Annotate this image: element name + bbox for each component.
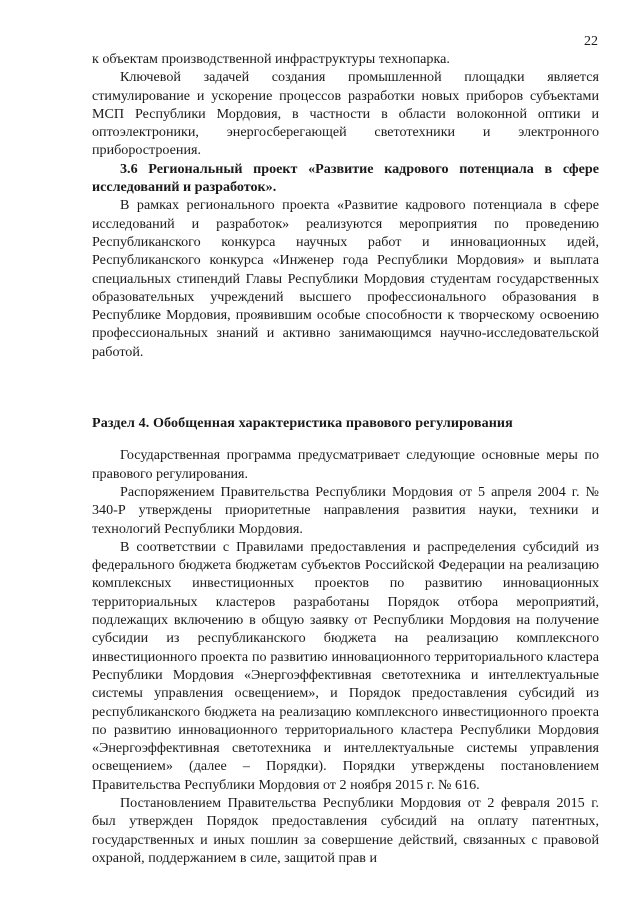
paragraph: к объектам производственной инфраструктуры технопарка. [92, 51, 450, 67]
spacer [92, 361, 599, 414]
page-number: 22 [584, 34, 598, 49]
paragraph: Ключевой задачей создания промышленной площадки является стимулирование и ускорение процессов разработки новых приборов субъектами МСП Республики Мордовия, в частности в области волоконной оптики и оптоэлектроники, энергосберегающей светотехники и электронного приборостроения. [92, 69, 599, 159]
paragraph: Государственная программа предусматривает следующие основные меры по правового регулирования. [92, 447, 599, 482]
paragraph: Постановлением Правительства Республики Мордовия от 2 февраля 2015 г. был утвержден Порядок предоставления субсидий на оплату патентных, государственных и иных пошлин за совершение действий, связанных с правовой охраной, поддержанием в силе, защитой прав и [92, 794, 599, 866]
paragraph: В соответствии с Правилами предоставления и распределения субсидий из федерального бюджета бюджетам субъектов Российской Федерации на реализацию комплексных инвестиционных проектов по развитию инновационных территориальных кластеров разработаны Порядок отбора мероприятий, подлежащих включению в общую заявку от Республики Мордовия на получение субсидии из республиканского бюджета на реализацию комплексного инвестиционного проекта по развитию инновационного территориального кластера Республики Мордовия «Энергоэффективная светотехника и интеллектуальные системы управления освещением», и Порядок предоставления субсидий из республиканского бюджета на реализацию комплексного инвестиционного проекта по развитию инновационного территориального кластера Республики Мордовия «Энергоэффективная светотехника и интеллектуальные системы управления освещением» (далее – Порядки). Порядки утверждены постановлением Правительства Республики Мордовия от 2 ноября 2015 г. № 616. [92, 538, 599, 793]
spacer [92, 432, 599, 446]
subsection-heading: 3.6 Региональный проект «Развитие кадрового потенциала в сфере исследований и разработок». [92, 160, 599, 196]
paragraph: Распоряжением Правительства Республики Мордовия от 5 апреля 2004 г. № 340-Р утверждены приоритетные направления развития науки, техники и технологий Республики Мордовия. [92, 483, 599, 537]
document-body [92, 50, 599, 867]
section-heading: Раздел 4. Обобщенная характеристика правового регулирования [92, 415, 513, 432]
paragraph: В рамках регионального проекта «Развитие кадрового потенциала в сфере исследований и разработок» реализуются мероприятия по проведению Республиканского конкурса научных работ и инновационных идей, Республиканского конкурса «Инженер года Республики Мордовия» и выплата специальных стипендий Главы Республики Мордовия студентам государственных образовательных учреждений высшего профессионального образования в Республике Мордовия, проявившим особые способности к творческому освоению профессиональных знаний и активно занимающимся научно-исследовательской работой. [92, 197, 599, 360]
